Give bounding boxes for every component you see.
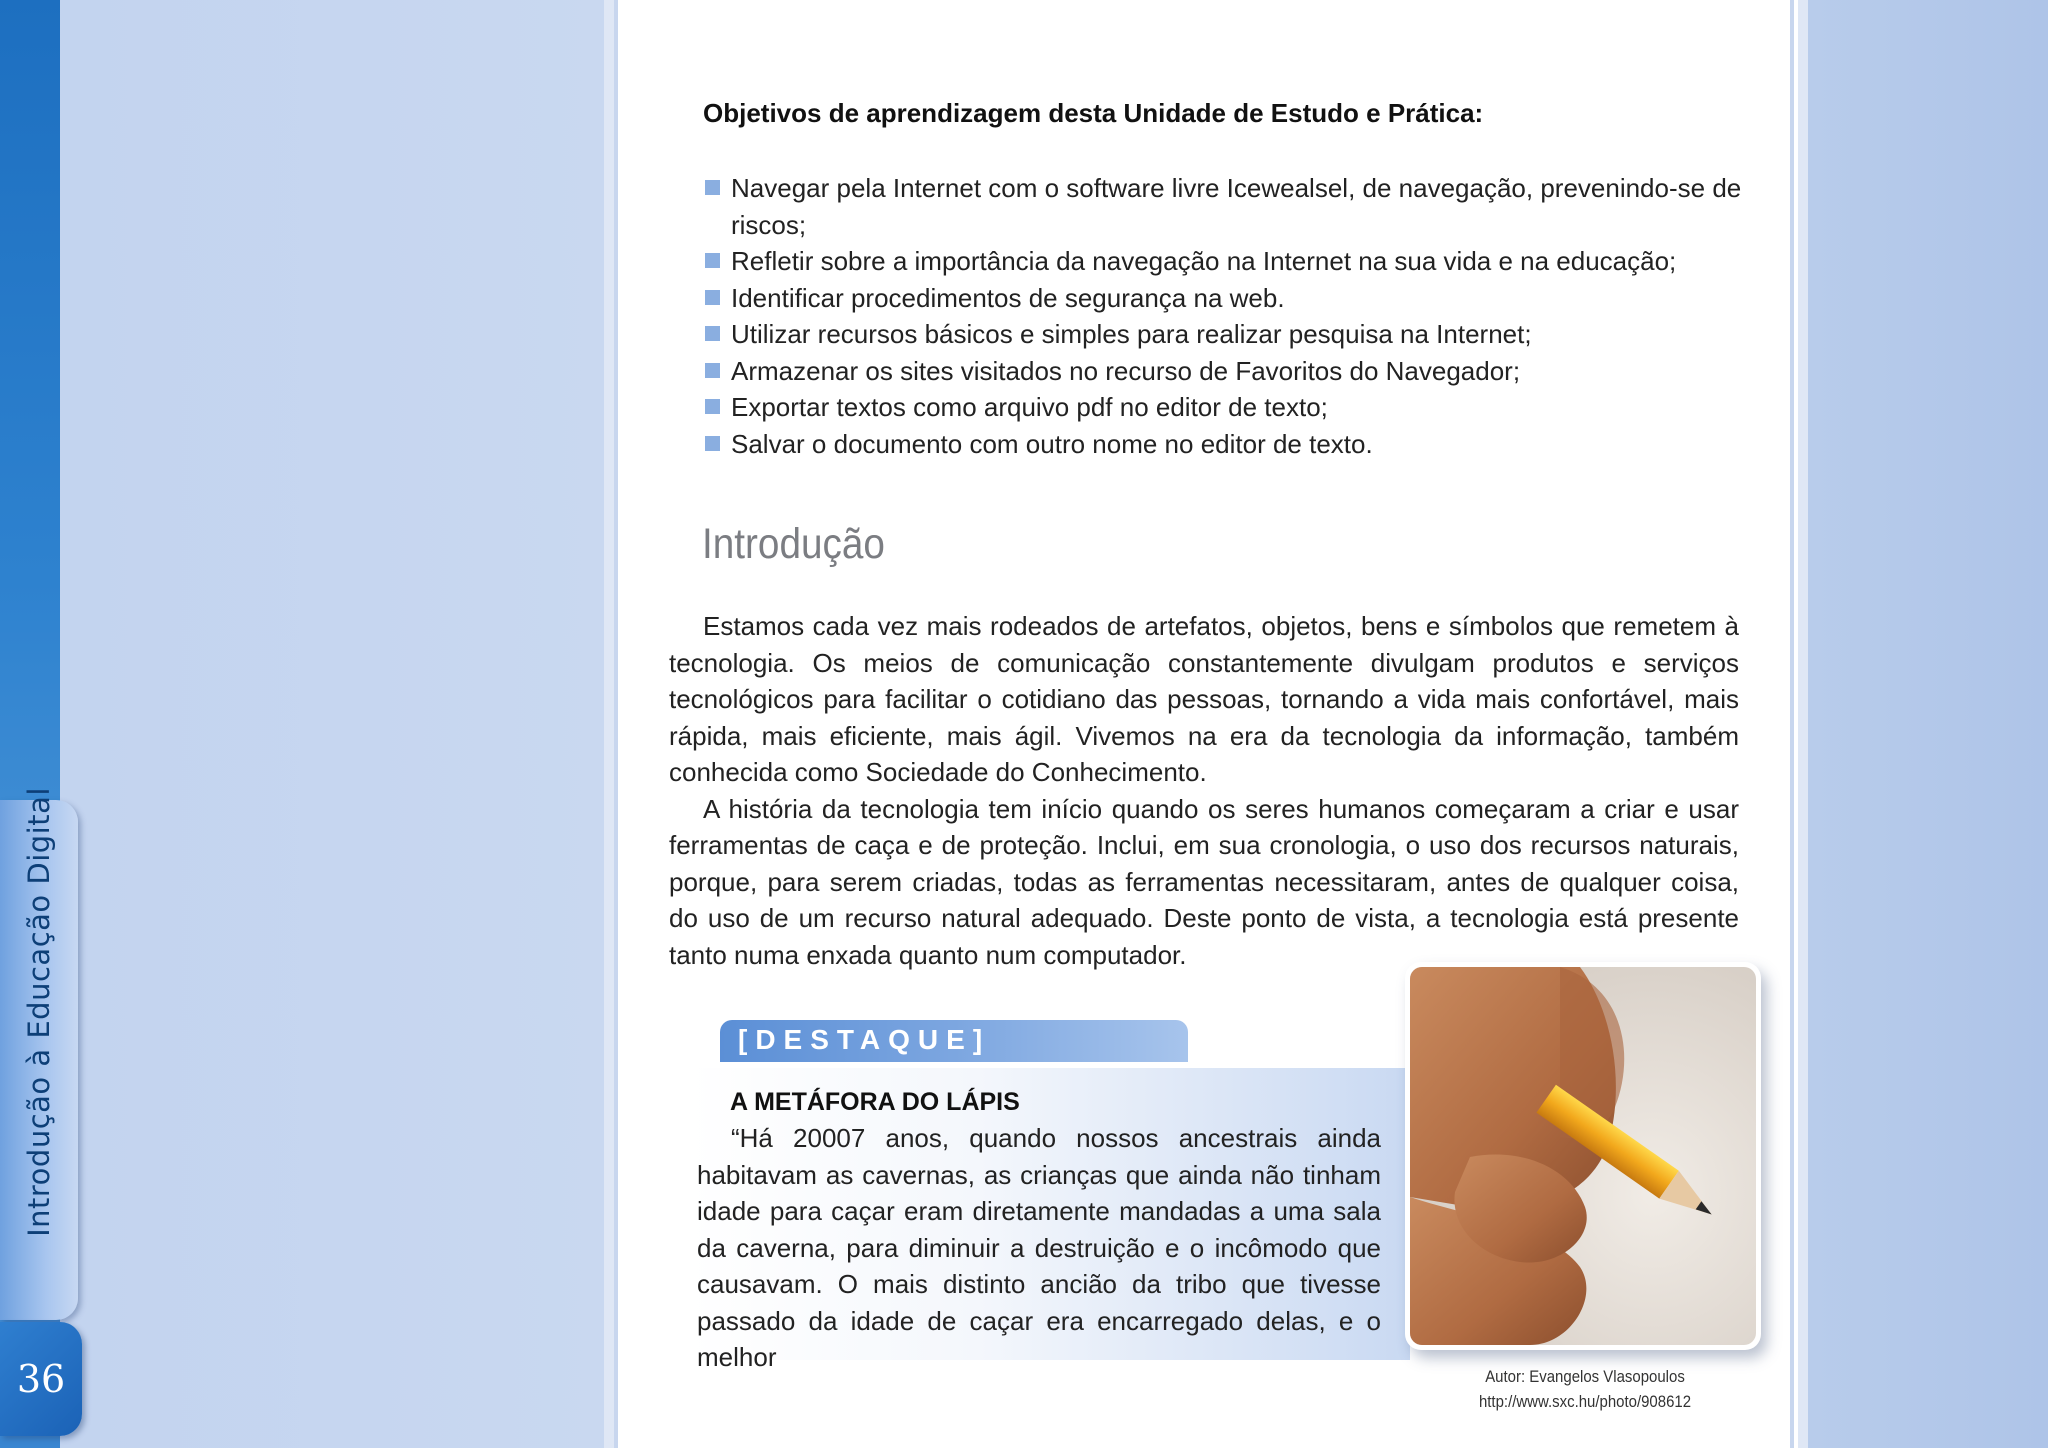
paragraph: “Há 20007 anos, quando nossos ancestrais ainda habitavam as cavernas, as crianças que ainda não tinham idade para caçar eram diretamente mandadas a uma sala da caverna, para diminuir a destruição e o incômodo que causavam. O mais distinto ancião da tribo que tivesse passado da idade de caçar era encarregado delas, e o melhor [697,1123,1381,1372]
objectives-list [703,170,1743,462]
square-bullet-icon [705,363,720,378]
square-bullet-icon [705,326,720,341]
square-bullet-icon [705,399,720,414]
right-background [1808,0,2048,1448]
section-title: Introdução [702,520,885,568]
objectives-title: Objetivos de aprendizagem desta Unidade de Estudo e Prática: [703,98,1484,128]
square-bullet-icon [705,180,720,195]
pencil-photo [1410,967,1756,1345]
intro-body [669,608,1739,973]
page-border-left [614,0,618,1448]
list-item: Utilizar recursos básicos e simples para realizar pesquisa na Internet; [703,316,1743,353]
highlight-body [697,1120,1381,1376]
caption-author: Autor: Evangelos Vlasopoulos [1485,1367,1685,1386]
book-title: Introdução à Educação Digital [22,787,56,1237]
list-item: Identificar procedimentos de segurança na web. [703,280,1743,317]
list-item: Exportar textos como arquivo pdf no editor de texto; [703,389,1743,426]
highlight-heading: A METÁFORA DO LÁPIS [730,1088,1020,1116]
page-number: 36 [16,1357,66,1401]
page-border-right [1790,0,1794,1448]
list-item: Armazenar os sites visitados no recurso de Favoritos do Navegador; [703,353,1743,390]
list-item: Navegar pela Internet com o software livre Icewealsel, de navegação, prevenindo-se de riscos; [703,170,1743,243]
square-bullet-icon [705,253,720,268]
caption-url: http://www.sxc.hu/photo/908612 [1478,1392,1692,1411]
pencil-in-hand-icon [1410,967,1756,1345]
list-item: Refletir sobre a importância da navegação na Internet na sua vida e na educação; [703,243,1743,280]
left-background [0,0,604,1448]
square-bullet-icon [705,290,720,305]
paragraph: A história da tecnologia tem início quando os seres humanos começaram a criar e usar ferramentas de caça e de proteção. Inclui, em sua cronologia, o uso dos recursos naturais, porque, para serem criadas, todas as ferramentas necessitaram, antes de qualquer coisa, do uso de um recurso natural adequado. Deste ponto de vista, a tecnologia está presente tanto numa enxada quanto num computador. [669,793,1739,970]
square-bullet-icon [705,436,720,451]
paragraph: Estamos cada vez mais rodeados de artefatos, objetos, bens e símbolos que remetem à tecnologia. Os meios de comunicação constantemente divulgam produtos e serviços tecnológicos para facilitar o cotidiano das pessoas, tornando a vida mais confortável, mais rápida, mais eficiente, mais ágil. Vivemos na era da tecnologia da informação, também conhecida como Sociedade do Conhecimento. [669,611,1739,787]
list-item: Salvar o documento com outro nome no editor de texto. [703,426,1743,463]
highlight-label: [DESTAQUE] [738,1024,991,1055]
photo-caption [1420,1364,1750,1414]
